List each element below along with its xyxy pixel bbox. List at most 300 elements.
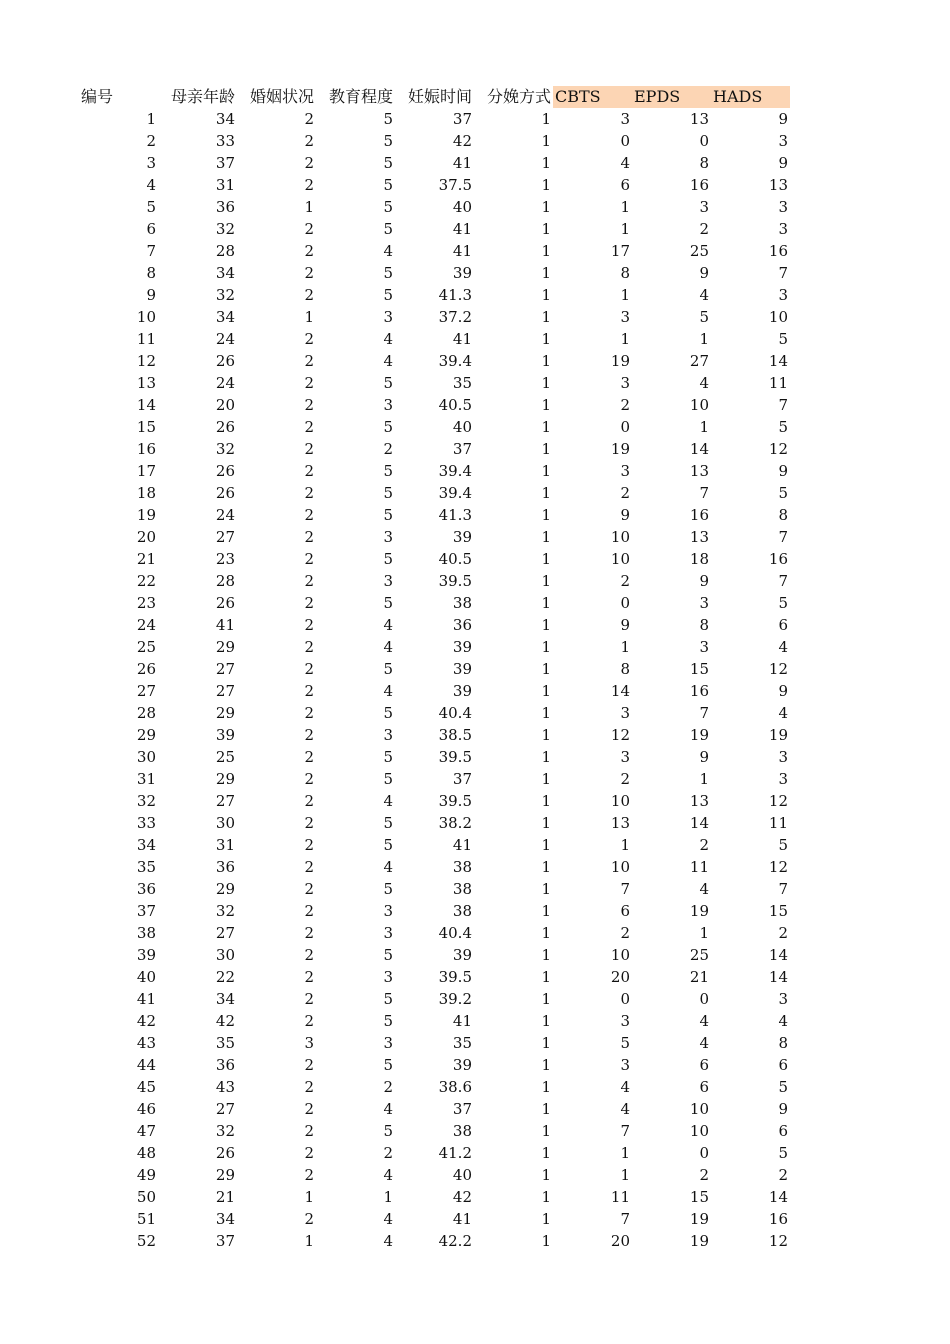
cell-marital-status[interactable]: 2 xyxy=(304,418,314,436)
cell-hads[interactable]: 8 xyxy=(778,1034,788,1052)
cell-marital-status[interactable]: 2 xyxy=(304,572,314,590)
cell-epds[interactable]: 16 xyxy=(689,176,709,194)
cell-gestation[interactable]: 40.4 xyxy=(438,704,472,722)
cell-delivery-mode[interactable]: 1 xyxy=(541,330,551,348)
cell-cbts[interactable]: 8 xyxy=(620,264,630,282)
cell-hads[interactable]: 16 xyxy=(768,1210,788,1228)
cell-gestation[interactable]: 40.5 xyxy=(438,396,472,414)
cell-delivery-mode[interactable]: 1 xyxy=(541,836,551,854)
cell-marital-status[interactable]: 2 xyxy=(304,440,314,458)
cell-marital-status[interactable]: 2 xyxy=(304,506,314,524)
cell-education[interactable]: 5 xyxy=(383,880,393,898)
cell-education[interactable]: 5 xyxy=(383,814,393,832)
cell-epds[interactable]: 10 xyxy=(689,1122,709,1140)
cell-id[interactable]: 23 xyxy=(136,594,156,612)
cell-id[interactable]: 42 xyxy=(136,1012,156,1030)
cell-education[interactable]: 3 xyxy=(383,528,393,546)
cell-cbts[interactable]: 20 xyxy=(610,1232,630,1250)
cell-gestation[interactable]: 38 xyxy=(452,858,472,876)
cell-marital-status[interactable]: 2 xyxy=(304,858,314,876)
cell-delivery-mode[interactable]: 1 xyxy=(541,770,551,788)
cell-hads[interactable]: 10 xyxy=(768,308,788,326)
cell-hads[interactable]: 3 xyxy=(778,748,788,766)
cell-delivery-mode[interactable]: 1 xyxy=(541,528,551,546)
cell-education[interactable]: 5 xyxy=(383,154,393,172)
cell-hads[interactable]: 3 xyxy=(778,286,788,304)
cell-epds[interactable]: 3 xyxy=(699,638,709,656)
cell-hads[interactable]: 9 xyxy=(778,110,788,128)
cell-id[interactable]: 45 xyxy=(136,1078,156,1096)
cell-cbts[interactable]: 2 xyxy=(620,484,630,502)
cell-id[interactable]: 33 xyxy=(136,814,156,832)
cell-hads[interactable]: 3 xyxy=(778,220,788,238)
cell-id[interactable]: 26 xyxy=(136,660,156,678)
cell-delivery-mode[interactable]: 1 xyxy=(541,880,551,898)
cell-marital-status[interactable]: 2 xyxy=(304,726,314,744)
cell-hads[interactable]: 9 xyxy=(778,462,788,480)
cell-education[interactable]: 5 xyxy=(383,198,393,216)
cell-cbts[interactable]: 1 xyxy=(620,836,630,854)
cell-delivery-mode[interactable]: 1 xyxy=(541,902,551,920)
cell-mother-age[interactable]: 32 xyxy=(215,440,235,458)
header-gestation[interactable]: 妊娠时间 xyxy=(407,87,472,106)
cell-mother-age[interactable]: 30 xyxy=(215,946,235,964)
cell-gestation[interactable]: 39.4 xyxy=(438,462,472,480)
cell-cbts[interactable]: 6 xyxy=(620,902,630,920)
cell-marital-status[interactable]: 2 xyxy=(304,770,314,788)
cell-hads[interactable]: 16 xyxy=(768,550,788,568)
cell-education[interactable]: 5 xyxy=(383,220,393,238)
cell-id[interactable]: 4 xyxy=(146,176,156,194)
cell-epds[interactable]: 11 xyxy=(689,858,709,876)
cell-id[interactable]: 13 xyxy=(136,374,156,392)
cell-gestation[interactable]: 38 xyxy=(452,1122,472,1140)
cell-hads[interactable]: 7 xyxy=(778,264,788,282)
cell-hads[interactable]: 13 xyxy=(768,176,788,194)
cell-delivery-mode[interactable]: 1 xyxy=(541,726,551,744)
cell-cbts[interactable]: 10 xyxy=(610,946,630,964)
cell-delivery-mode[interactable]: 1 xyxy=(541,572,551,590)
cell-hads[interactable]: 8 xyxy=(778,506,788,524)
cell-cbts[interactable]: 3 xyxy=(620,374,630,392)
cell-hads[interactable]: 12 xyxy=(768,792,788,810)
cell-epds[interactable]: 19 xyxy=(689,902,709,920)
cell-hads[interactable]: 9 xyxy=(778,682,788,700)
cell-id[interactable]: 44 xyxy=(136,1056,156,1074)
cell-marital-status[interactable]: 2 xyxy=(304,638,314,656)
cell-delivery-mode[interactable]: 1 xyxy=(541,154,551,172)
cell-id[interactable]: 48 xyxy=(136,1144,156,1162)
cell-education[interactable]: 4 xyxy=(383,858,393,876)
cell-marital-status[interactable]: 2 xyxy=(304,616,314,634)
cell-hads[interactable]: 14 xyxy=(768,946,788,964)
cell-marital-status[interactable]: 2 xyxy=(304,902,314,920)
cell-epds[interactable]: 27 xyxy=(689,352,709,370)
cell-mother-age[interactable]: 21 xyxy=(215,1188,235,1206)
cell-delivery-mode[interactable]: 1 xyxy=(541,594,551,612)
cell-education[interactable]: 5 xyxy=(383,990,393,1008)
cell-delivery-mode[interactable]: 1 xyxy=(541,946,551,964)
cell-education[interactable]: 5 xyxy=(383,1122,393,1140)
header-education[interactable]: 教育程度 xyxy=(328,87,393,106)
cell-marital-status[interactable]: 2 xyxy=(304,110,314,128)
cell-epds[interactable]: 21 xyxy=(689,968,709,986)
cell-education[interactable]: 2 xyxy=(383,1144,393,1162)
cell-gestation[interactable]: 41 xyxy=(452,220,472,238)
cell-hads[interactable]: 3 xyxy=(778,990,788,1008)
cell-cbts[interactable]: 10 xyxy=(610,528,630,546)
cell-mother-age[interactable]: 27 xyxy=(215,1100,235,1118)
cell-hads[interactable]: 16 xyxy=(768,242,788,260)
cell-mother-age[interactable]: 26 xyxy=(215,484,235,502)
cell-mother-age[interactable]: 32 xyxy=(215,220,235,238)
cell-gestation[interactable]: 38 xyxy=(452,902,472,920)
cell-delivery-mode[interactable]: 1 xyxy=(541,1144,551,1162)
cell-delivery-mode[interactable]: 1 xyxy=(541,990,551,1008)
cell-cbts[interactable]: 5 xyxy=(620,1034,630,1052)
cell-marital-status[interactable]: 2 xyxy=(304,352,314,370)
cell-gestation[interactable]: 38.5 xyxy=(438,726,472,744)
cell-hads[interactable]: 7 xyxy=(778,396,788,414)
cell-gestation[interactable]: 38.2 xyxy=(438,814,472,832)
cell-hads[interactable]: 5 xyxy=(778,1144,788,1162)
cell-epds[interactable]: 19 xyxy=(689,1232,709,1250)
cell-epds[interactable]: 8 xyxy=(699,154,709,172)
cell-cbts[interactable]: 0 xyxy=(620,132,630,150)
cell-hads[interactable]: 3 xyxy=(778,770,788,788)
cell-mother-age[interactable]: 36 xyxy=(215,1056,235,1074)
cell-delivery-mode[interactable]: 1 xyxy=(541,418,551,436)
cell-delivery-mode[interactable]: 1 xyxy=(541,1100,551,1118)
cell-education[interactable]: 4 xyxy=(383,242,393,260)
cell-hads[interactable]: 12 xyxy=(768,660,788,678)
cell-id[interactable]: 14 xyxy=(136,396,156,414)
cell-id[interactable]: 41 xyxy=(136,990,156,1008)
cell-marital-status[interactable]: 2 xyxy=(304,264,314,282)
cell-gestation[interactable]: 40 xyxy=(452,198,472,216)
cell-marital-status[interactable]: 2 xyxy=(304,1122,314,1140)
cell-gestation[interactable]: 40.4 xyxy=(438,924,472,942)
cell-education[interactable]: 4 xyxy=(383,638,393,656)
cell-mother-age[interactable]: 43 xyxy=(215,1078,235,1096)
cell-gestation[interactable]: 39.5 xyxy=(438,572,472,590)
cell-education[interactable]: 5 xyxy=(383,484,393,502)
cell-delivery-mode[interactable]: 1 xyxy=(541,704,551,722)
cell-delivery-mode[interactable]: 1 xyxy=(541,484,551,502)
cell-gestation[interactable]: 39.5 xyxy=(438,968,472,986)
cell-delivery-mode[interactable]: 1 xyxy=(541,924,551,942)
cell-epds[interactable]: 7 xyxy=(699,484,709,502)
cell-marital-status[interactable]: 2 xyxy=(304,594,314,612)
cell-epds[interactable]: 4 xyxy=(699,1034,709,1052)
cell-gestation[interactable]: 42.2 xyxy=(438,1232,472,1250)
cell-delivery-mode[interactable]: 1 xyxy=(541,1166,551,1184)
cell-delivery-mode[interactable]: 1 xyxy=(541,220,551,238)
cell-marital-status[interactable]: 2 xyxy=(304,550,314,568)
cell-marital-status[interactable]: 2 xyxy=(304,242,314,260)
cell-cbts[interactable]: 10 xyxy=(610,792,630,810)
cell-epds[interactable]: 14 xyxy=(689,440,709,458)
cell-epds[interactable]: 3 xyxy=(699,594,709,612)
cell-marital-status[interactable]: 2 xyxy=(304,462,314,480)
cell-education[interactable]: 5 xyxy=(383,506,393,524)
cell-epds[interactable]: 4 xyxy=(699,880,709,898)
cell-hads[interactable]: 2 xyxy=(778,924,788,942)
cell-cbts[interactable]: 2 xyxy=(620,924,630,942)
cell-epds[interactable]: 19 xyxy=(689,726,709,744)
cell-gestation[interactable]: 38 xyxy=(452,880,472,898)
cell-education[interactable]: 3 xyxy=(383,396,393,414)
cell-delivery-mode[interactable]: 1 xyxy=(541,440,551,458)
cell-delivery-mode[interactable]: 1 xyxy=(541,308,551,326)
cell-marital-status[interactable]: 2 xyxy=(304,946,314,964)
cell-education[interactable]: 5 xyxy=(383,946,393,964)
cell-mother-age[interactable]: 26 xyxy=(215,418,235,436)
cell-mother-age[interactable]: 33 xyxy=(215,132,235,150)
cell-gestation[interactable]: 41 xyxy=(452,154,472,172)
cell-epds[interactable]: 0 xyxy=(699,132,709,150)
header-id[interactable]: 编号 xyxy=(81,87,114,106)
cell-gestation[interactable]: 39 xyxy=(452,264,472,282)
cell-hads[interactable]: 5 xyxy=(778,1078,788,1096)
cell-delivery-mode[interactable]: 1 xyxy=(541,792,551,810)
cell-mother-age[interactable]: 28 xyxy=(215,242,235,260)
cell-delivery-mode[interactable]: 1 xyxy=(541,132,551,150)
cell-hads[interactable]: 5 xyxy=(778,330,788,348)
cell-delivery-mode[interactable]: 1 xyxy=(541,286,551,304)
cell-epds[interactable]: 9 xyxy=(699,748,709,766)
header-cbts[interactable]: CBTS xyxy=(553,86,632,108)
cell-epds[interactable]: 3 xyxy=(699,198,709,216)
cell-epds[interactable]: 0 xyxy=(699,1144,709,1162)
cell-cbts[interactable]: 1 xyxy=(620,286,630,304)
cell-education[interactable]: 5 xyxy=(383,1056,393,1074)
cell-cbts[interactable]: 19 xyxy=(610,352,630,370)
cell-mother-age[interactable]: 34 xyxy=(215,308,235,326)
cell-gestation[interactable]: 38 xyxy=(452,594,472,612)
cell-gestation[interactable]: 37 xyxy=(452,440,472,458)
cell-hads[interactable]: 7 xyxy=(778,572,788,590)
cell-id[interactable]: 20 xyxy=(136,528,156,546)
cell-education[interactable]: 1 xyxy=(383,1188,393,1206)
cell-gestation[interactable]: 36 xyxy=(452,616,472,634)
cell-mother-age[interactable]: 25 xyxy=(215,748,235,766)
cell-hads[interactable]: 12 xyxy=(768,1232,788,1250)
cell-marital-status[interactable]: 2 xyxy=(304,1100,314,1118)
cell-marital-status[interactable]: 2 xyxy=(304,792,314,810)
cell-id[interactable]: 18 xyxy=(136,484,156,502)
cell-gestation[interactable]: 41 xyxy=(452,1210,472,1228)
cell-epds[interactable]: 7 xyxy=(699,704,709,722)
cell-education[interactable]: 4 xyxy=(383,352,393,370)
cell-cbts[interactable]: 3 xyxy=(620,1056,630,1074)
cell-delivery-mode[interactable]: 1 xyxy=(541,748,551,766)
cell-gestation[interactable]: 37 xyxy=(452,770,472,788)
cell-epds[interactable]: 6 xyxy=(699,1056,709,1074)
cell-id[interactable]: 16 xyxy=(136,440,156,458)
cell-gestation[interactable]: 35 xyxy=(452,1034,472,1052)
cell-id[interactable]: 40 xyxy=(136,968,156,986)
cell-mother-age[interactable]: 26 xyxy=(215,1144,235,1162)
cell-marital-status[interactable]: 2 xyxy=(304,176,314,194)
cell-epds[interactable]: 16 xyxy=(689,682,709,700)
cell-hads[interactable]: 11 xyxy=(768,374,788,392)
cell-epds[interactable]: 1 xyxy=(699,418,709,436)
cell-education[interactable]: 3 xyxy=(383,726,393,744)
cell-mother-age[interactable]: 27 xyxy=(215,660,235,678)
cell-education[interactable]: 3 xyxy=(383,1034,393,1052)
cell-hads[interactable]: 5 xyxy=(778,484,788,502)
cell-delivery-mode[interactable]: 1 xyxy=(541,462,551,480)
cell-marital-status[interactable]: 1 xyxy=(304,308,314,326)
cell-hads[interactable]: 9 xyxy=(778,1100,788,1118)
cell-epds[interactable]: 5 xyxy=(699,308,709,326)
cell-hads[interactable]: 6 xyxy=(778,1122,788,1140)
cell-id[interactable]: 32 xyxy=(136,792,156,810)
cell-mother-age[interactable]: 26 xyxy=(215,352,235,370)
cell-delivery-mode[interactable]: 1 xyxy=(541,506,551,524)
cell-education[interactable]: 5 xyxy=(383,836,393,854)
cell-cbts[interactable]: 9 xyxy=(620,616,630,634)
cell-mother-age[interactable]: 29 xyxy=(215,1166,235,1184)
cell-education[interactable]: 4 xyxy=(383,330,393,348)
cell-mother-age[interactable]: 32 xyxy=(215,286,235,304)
cell-cbts[interactable]: 4 xyxy=(620,154,630,172)
cell-hads[interactable]: 4 xyxy=(778,638,788,656)
cell-marital-status[interactable]: 1 xyxy=(304,1232,314,1250)
cell-id[interactable]: 43 xyxy=(136,1034,156,1052)
cell-cbts[interactable]: 20 xyxy=(610,968,630,986)
cell-mother-age[interactable]: 41 xyxy=(215,616,235,634)
header-delivery-mode[interactable]: 分娩方式 xyxy=(486,87,551,106)
cell-cbts[interactable]: 0 xyxy=(620,990,630,1008)
cell-marital-status[interactable]: 2 xyxy=(304,396,314,414)
cell-marital-status[interactable]: 2 xyxy=(304,968,314,986)
cell-mother-age[interactable]: 28 xyxy=(215,572,235,590)
cell-epds[interactable]: 2 xyxy=(699,1166,709,1184)
cell-cbts[interactable]: 1 xyxy=(620,330,630,348)
cell-gestation[interactable]: 40.5 xyxy=(438,550,472,568)
cell-education[interactable]: 3 xyxy=(383,308,393,326)
cell-id[interactable]: 3 xyxy=(146,154,156,172)
cell-id[interactable]: 10 xyxy=(136,308,156,326)
cell-education[interactable]: 4 xyxy=(383,1232,393,1250)
cell-delivery-mode[interactable]: 1 xyxy=(541,1056,551,1074)
cell-cbts[interactable]: 17 xyxy=(610,242,630,260)
cell-education[interactable]: 2 xyxy=(383,440,393,458)
cell-marital-status[interactable]: 2 xyxy=(304,1144,314,1162)
cell-education[interactable]: 5 xyxy=(383,594,393,612)
cell-epds[interactable]: 18 xyxy=(689,550,709,568)
cell-delivery-mode[interactable]: 1 xyxy=(541,1232,551,1250)
cell-id[interactable]: 6 xyxy=(146,220,156,238)
cell-delivery-mode[interactable]: 1 xyxy=(541,1188,551,1206)
cell-hads[interactable]: 5 xyxy=(778,594,788,612)
cell-marital-status[interactable]: 2 xyxy=(304,330,314,348)
cell-cbts[interactable]: 7 xyxy=(620,1122,630,1140)
cell-marital-status[interactable]: 1 xyxy=(304,1188,314,1206)
cell-epds[interactable]: 9 xyxy=(699,264,709,282)
cell-cbts[interactable]: 8 xyxy=(620,660,630,678)
cell-hads[interactable]: 5 xyxy=(778,836,788,854)
cell-education[interactable]: 5 xyxy=(383,748,393,766)
cell-cbts[interactable]: 7 xyxy=(620,1210,630,1228)
cell-marital-status[interactable]: 2 xyxy=(304,154,314,172)
cell-cbts[interactable]: 4 xyxy=(620,1100,630,1118)
cell-hads[interactable]: 4 xyxy=(778,704,788,722)
cell-epds[interactable]: 25 xyxy=(689,946,709,964)
cell-mother-age[interactable]: 26 xyxy=(215,594,235,612)
cell-gestation[interactable]: 40 xyxy=(452,1166,472,1184)
cell-epds[interactable]: 13 xyxy=(689,792,709,810)
cell-hads[interactable]: 6 xyxy=(778,616,788,634)
cell-mother-age[interactable]: 30 xyxy=(215,814,235,832)
cell-marital-status[interactable]: 2 xyxy=(304,374,314,392)
cell-id[interactable]: 5 xyxy=(146,198,156,216)
cell-education[interactable]: 5 xyxy=(383,374,393,392)
cell-gestation[interactable]: 39 xyxy=(452,946,472,964)
cell-gestation[interactable]: 41.3 xyxy=(438,506,472,524)
cell-mother-age[interactable]: 31 xyxy=(215,836,235,854)
cell-id[interactable]: 19 xyxy=(136,506,156,524)
cell-hads[interactable]: 15 xyxy=(768,902,788,920)
cell-cbts[interactable]: 1 xyxy=(620,1166,630,1184)
cell-marital-status[interactable]: 2 xyxy=(304,1056,314,1074)
cell-mother-age[interactable]: 27 xyxy=(215,528,235,546)
cell-mother-age[interactable]: 24 xyxy=(215,506,235,524)
cell-education[interactable]: 5 xyxy=(383,704,393,722)
cell-epds[interactable]: 14 xyxy=(689,814,709,832)
cell-gestation[interactable]: 39.2 xyxy=(438,990,472,1008)
cell-gestation[interactable]: 41 xyxy=(452,836,472,854)
cell-hads[interactable]: 3 xyxy=(778,132,788,150)
cell-epds[interactable]: 1 xyxy=(699,924,709,942)
cell-id[interactable]: 37 xyxy=(136,902,156,920)
cell-epds[interactable]: 8 xyxy=(699,616,709,634)
cell-delivery-mode[interactable]: 1 xyxy=(541,198,551,216)
cell-epds[interactable]: 4 xyxy=(699,374,709,392)
cell-mother-age[interactable]: 27 xyxy=(215,924,235,942)
cell-delivery-mode[interactable]: 1 xyxy=(541,1034,551,1052)
cell-id[interactable]: 27 xyxy=(136,682,156,700)
cell-cbts[interactable]: 2 xyxy=(620,770,630,788)
cell-education[interactable]: 4 xyxy=(383,616,393,634)
cell-gestation[interactable]: 39.5 xyxy=(438,792,472,810)
cell-mother-age[interactable]: 36 xyxy=(215,858,235,876)
cell-delivery-mode[interactable]: 1 xyxy=(541,682,551,700)
cell-delivery-mode[interactable]: 1 xyxy=(541,1210,551,1228)
cell-hads[interactable]: 3 xyxy=(778,198,788,216)
cell-id[interactable]: 38 xyxy=(136,924,156,942)
cell-cbts[interactable]: 3 xyxy=(620,110,630,128)
cell-delivery-mode[interactable]: 1 xyxy=(541,396,551,414)
cell-marital-status[interactable]: 2 xyxy=(304,1210,314,1228)
cell-mother-age[interactable]: 24 xyxy=(215,330,235,348)
cell-id[interactable]: 24 xyxy=(136,616,156,634)
cell-gestation[interactable]: 41.2 xyxy=(438,1144,472,1162)
cell-cbts[interactable]: 11 xyxy=(610,1188,630,1206)
cell-id[interactable]: 28 xyxy=(136,704,156,722)
cell-marital-status[interactable]: 2 xyxy=(304,528,314,546)
cell-cbts[interactable]: 6 xyxy=(620,176,630,194)
cell-hads[interactable]: 14 xyxy=(768,352,788,370)
cell-id[interactable]: 17 xyxy=(136,462,156,480)
cell-id[interactable]: 11 xyxy=(136,330,156,348)
cell-hads[interactable]: 12 xyxy=(768,440,788,458)
cell-delivery-mode[interactable]: 1 xyxy=(541,1078,551,1096)
cell-epds[interactable]: 4 xyxy=(699,1012,709,1030)
cell-marital-status[interactable]: 2 xyxy=(304,660,314,678)
